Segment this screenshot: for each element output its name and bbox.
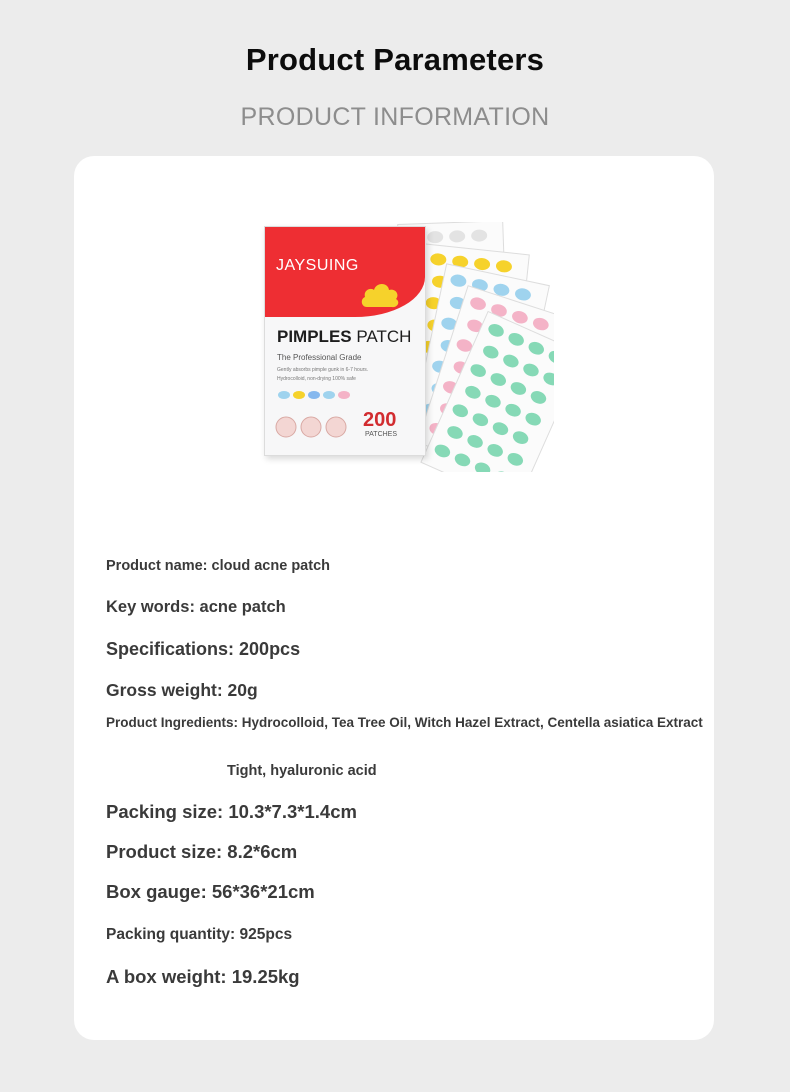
param-ingredients: Product Ingredients: Hydrocolloid, Tea Tree Oil, Witch Hazel Extract, Centella asiatica Extract [106,715,703,730]
cloud-logo-icon [359,279,401,311]
param-ingredients-continued: Tight, hyaluronic acid [227,763,377,779]
page-subtitle: PRODUCT INFORMATION [240,103,550,131]
box-patch-unit: PATCHES [365,431,398,438]
param-product-size: Product size: 8.2*6cm [106,841,298,862]
param-box-weight: A box weight: 19.25kg [106,966,300,987]
param-specifications: Specifications: 200pcs [106,639,301,659]
box-tagline-1: Gently absorbs pimple gunk in 6-7 hours. [277,367,369,373]
param-gross-weight: Gross weight: 20g [106,680,258,700]
box-title-bold: PIMPLES [277,327,352,346]
brand-name: JAYSUING [276,257,359,274]
box-title-light: PATCH [351,327,412,346]
param-box-gauge: Box gauge: 56*36*21cm [106,881,315,902]
product-info-card [74,156,714,1040]
box-product-title [277,327,411,347]
box-grade-text: The Professional Grade [277,353,362,362]
product-image [264,222,554,472]
usage-step-icons [275,415,355,439]
product-box [264,226,426,456]
page-title: Product Parameters [245,42,545,77]
patch-color-swatches-icon [277,389,357,401]
box-tagline-2: Hydrocolloid, non-drying 100% safe [277,376,356,382]
box-patch-count: 200 [363,409,397,431]
param-packing-size: Packing size: 10.3*7.3*1.4cm [106,801,357,822]
param-product-name: Product name: cloud acne patch [106,558,330,574]
param-packing-quantity: Packing quantity: 925pcs [106,926,293,943]
param-key-words: Key words: acne patch [106,598,286,616]
